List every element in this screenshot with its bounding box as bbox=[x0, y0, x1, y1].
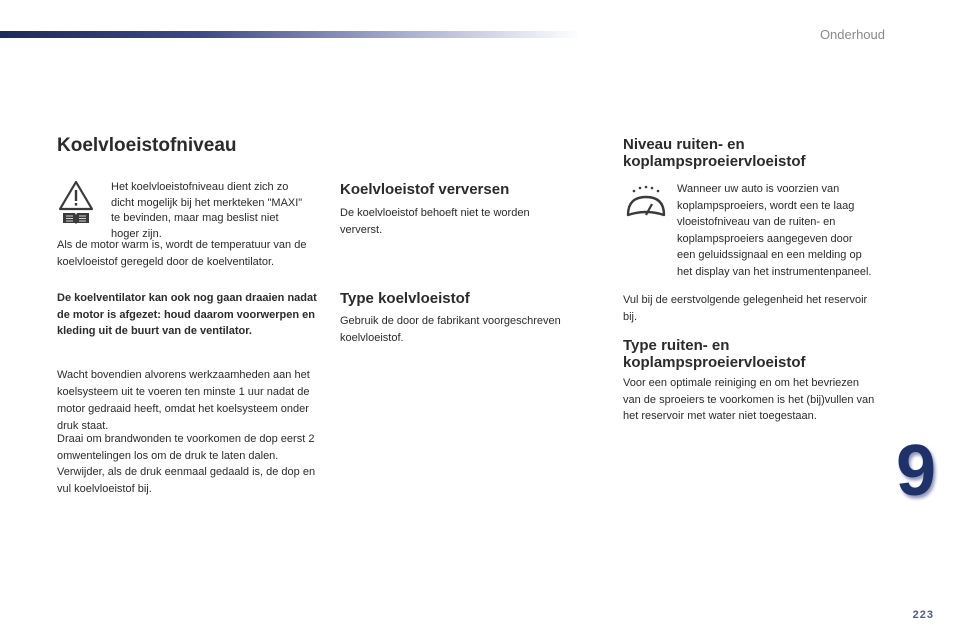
fan-warning bbox=[57, 290, 319, 340]
chapter-number: 9 bbox=[896, 431, 937, 511]
cooling-system-pressure-text: Wacht bovendien alvorens werkzaamheden aan het koelsysteem uit te voeren ten minste 1 uur nadat de motor gedraaid heeft, omdat het koelsysteem onder druk staat. bbox=[57, 369, 310, 432]
warning-manual-icon bbox=[58, 180, 94, 224]
washer-refill-text: Vul bij de eerstvolgende gelegenheid het reservoir bij. bbox=[623, 294, 868, 323]
washer-fluid-icon bbox=[624, 185, 668, 221]
page-number: 223 bbox=[912, 609, 934, 621]
section-title: Onderhoud bbox=[819, 27, 885, 42]
washer-type-text: Voor een optimale reiniging en om het bevriezen van de sproeiers te voorkomen is het (bij)vullen van het reservoir met water niet toegestaan. bbox=[623, 377, 875, 422]
washer-level-heading: Niveau ruiten- en koplampsproeiervloeistof bbox=[623, 136, 806, 170]
washer-level-text: Wanneer uw auto is voorzien van koplampsproeiers, wordt een te laag vloeistofniveau van de ruiten- en koplampsproeiers aangegeven door een geluidssignaal en een melding op het display van het instrumentenpaneel. bbox=[677, 183, 872, 278]
coolant-fan-text: Als de motor warm is, wordt de temperatuur van de koelvloeistof geregeld door de koelventilator. bbox=[57, 239, 307, 268]
coolant-change-heading: Koelvloeistof verversen bbox=[340, 181, 510, 198]
coolant-intro-text: Het koelvloeistofniveau dient zich zo dicht mogelijk bij het merkteken "MAXI" te bevinden, maar mag beslist niet hoger zijn. bbox=[111, 181, 303, 240]
coolant-level-heading: Koelvloeistofniveau bbox=[57, 135, 237, 156]
washer-type-heading: Type ruiten- en koplampsproeiervloeistof bbox=[623, 337, 806, 371]
coolant-change-text: De koelvloeistof behoeft niet te worden ververst. bbox=[340, 207, 530, 236]
cap-removal-text: Draai om brandwonden te voorkomen de dop eerst 2 omwentelingen los om de druk te laten dalen. Verwijder, als de druk eenmaal gedaald is, de dop en vul koelvloeistof bij. bbox=[57, 433, 316, 495]
coolant-type-heading: Type koelvloeistof bbox=[340, 290, 470, 307]
header-bar bbox=[0, 31, 580, 38]
fan-warning-text: De koelventilator kan ook nog gaan draaien nadat de motor is afgezet: houd daarom voorwerpen en kleding uit de buurt van de ventilator. bbox=[57, 292, 317, 337]
coolant-type-text: Gebruik de door de fabrikant voorgeschreven koelvloeistof. bbox=[340, 315, 561, 344]
